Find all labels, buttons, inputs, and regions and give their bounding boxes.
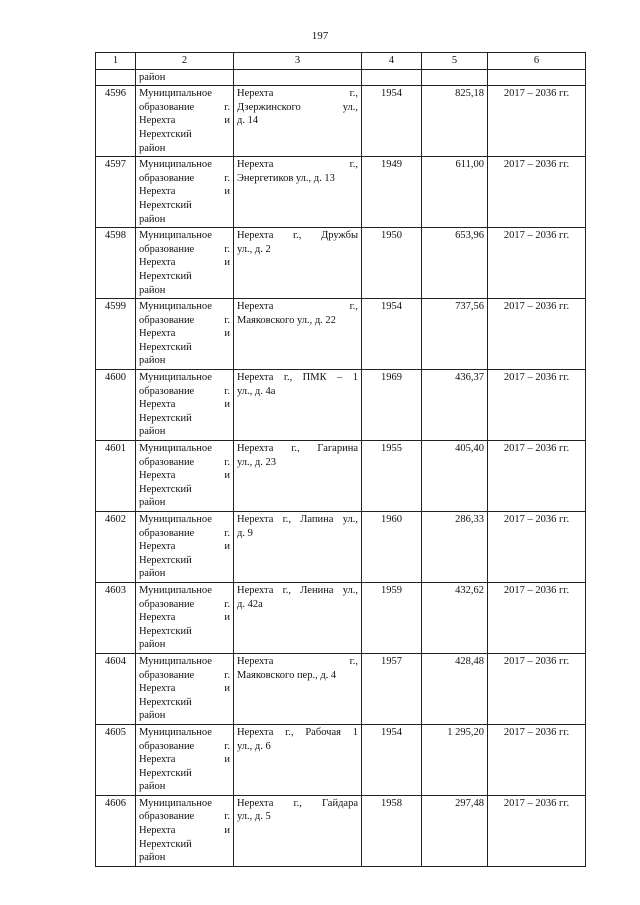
table-row xyxy=(96,86,586,157)
owner-line: образование г. xyxy=(139,669,230,681)
area-cell: 737,56 xyxy=(422,299,488,370)
year-built-cell: 1954 xyxy=(362,299,422,370)
owner-line: район xyxy=(139,710,166,722)
owner-cell xyxy=(136,370,234,441)
owner-line: Муниципальное xyxy=(139,301,212,313)
address-cell xyxy=(234,724,362,795)
address-line: ул., д. 23 xyxy=(237,456,276,468)
owner-line: Нерехтский xyxy=(139,270,192,282)
cell-empty xyxy=(234,69,362,86)
owner-line: район xyxy=(139,781,166,793)
table-row xyxy=(96,512,586,583)
column-header-3: 3 xyxy=(234,53,362,70)
record-number-cell: 4601 xyxy=(96,441,136,512)
repair-period-cell: 2017 – 2036 гг. xyxy=(488,653,586,724)
owner-line: Нерехтский xyxy=(139,838,192,850)
area-cell: 436,37 xyxy=(422,370,488,441)
year-built-cell: 1969 xyxy=(362,370,422,441)
owner-cell xyxy=(136,653,234,724)
record-number-cell: 4597 xyxy=(96,157,136,228)
owner-line: Нерехтский xyxy=(139,767,192,779)
owner-line: Нерехтский xyxy=(139,696,192,708)
owner-line: Нерехта и xyxy=(139,115,230,127)
repair-period-cell: 2017 – 2036 гг. xyxy=(488,795,586,866)
owner-line: Муниципальное xyxy=(139,584,212,596)
area-cell: 653,96 xyxy=(422,228,488,299)
address-cell xyxy=(234,370,362,441)
address-line: Нерехта г., Гайдара xyxy=(237,797,358,809)
address-line: Маяковского ул., д. 22 xyxy=(237,314,336,326)
owner-line: район xyxy=(139,142,166,154)
address-line: Дзержинского ул., xyxy=(237,101,358,113)
table-header xyxy=(96,53,586,70)
owner-line: Нерехта и xyxy=(139,754,230,766)
record-number-cell: 4604 xyxy=(96,653,136,724)
owner-line: образование г. xyxy=(139,527,230,539)
year-built-cell: 1955 xyxy=(362,441,422,512)
owner-line: образование г. xyxy=(139,385,230,397)
record-number-cell: 4598 xyxy=(96,228,136,299)
owner-line: Муниципальное xyxy=(139,372,212,384)
owner-line: Нерехтский xyxy=(139,625,192,637)
owner-line: Нерехта и xyxy=(139,541,230,553)
cell-empty xyxy=(96,69,136,86)
owner-line: район xyxy=(139,426,166,438)
area-cell: 825,18 xyxy=(422,86,488,157)
address-cell xyxy=(234,86,362,157)
continuation-owner-cell: район xyxy=(136,69,234,86)
owner-line: Нерехта и xyxy=(139,470,230,482)
year-built-cell: 1954 xyxy=(362,86,422,157)
area-cell: 297,48 xyxy=(422,795,488,866)
owner-line: Нерехтский xyxy=(139,554,192,566)
table-row xyxy=(96,653,586,724)
table-body xyxy=(96,69,586,866)
owner-line: образование г. xyxy=(139,243,230,255)
owner-line: образование г. xyxy=(139,456,230,468)
column-header-5: 5 xyxy=(422,53,488,70)
table-row xyxy=(96,582,586,653)
owner-line: образование г. xyxy=(139,172,230,184)
housing-register-table xyxy=(95,52,586,867)
repair-period-cell: 2017 – 2036 гг. xyxy=(488,441,586,512)
year-built-cell: 1949 xyxy=(362,157,422,228)
column-header-1: 1 xyxy=(96,53,136,70)
area-cell: 405,40 xyxy=(422,441,488,512)
address-line: Маяковского пер., д. 4 xyxy=(237,669,337,681)
owner-line: район xyxy=(139,852,166,864)
record-number-cell: 4603 xyxy=(96,582,136,653)
address-cell xyxy=(234,441,362,512)
address-line: ул., д. 2 xyxy=(237,243,271,255)
owner-line: Нерехта и xyxy=(139,612,230,624)
address-line: ул., д. 6 xyxy=(237,740,271,752)
area-cell: 1 295,20 xyxy=(422,724,488,795)
address-cell xyxy=(234,228,362,299)
owner-cell xyxy=(136,441,234,512)
owner-line: район xyxy=(139,497,166,509)
area-cell: 428,48 xyxy=(422,653,488,724)
owner-cell xyxy=(136,724,234,795)
column-number-row xyxy=(96,53,586,70)
owner-line: образование г. xyxy=(139,598,230,610)
owner-line: Муниципальное xyxy=(139,655,212,667)
record-number-cell: 4600 xyxy=(96,370,136,441)
column-header-4: 4 xyxy=(362,53,422,70)
year-built-cell: 1957 xyxy=(362,653,422,724)
repair-period-cell: 2017 – 2036 гг. xyxy=(488,724,586,795)
year-built-cell: 1954 xyxy=(362,724,422,795)
address-line: Энергетиков ул., д. 13 xyxy=(237,172,335,184)
table-row xyxy=(96,228,586,299)
owner-line: образование г. xyxy=(139,740,230,752)
address-line: Нерехта г., xyxy=(237,159,358,171)
repair-period-cell: 2017 – 2036 гг. xyxy=(488,512,586,583)
repair-period-cell: 2017 – 2036 гг. xyxy=(488,157,586,228)
address-line: Нерехта г., Ленина ул., xyxy=(237,584,358,596)
owner-line: Нерехта и xyxy=(139,257,230,269)
address-cell xyxy=(234,653,362,724)
repair-period-cell: 2017 – 2036 гг. xyxy=(488,370,586,441)
owner-cell xyxy=(136,228,234,299)
repair-period-cell: 2017 – 2036 гг. xyxy=(488,582,586,653)
address-line: Нерехта г., Дружбы xyxy=(237,230,358,242)
table-row xyxy=(96,299,586,370)
owner-line: район xyxy=(139,355,166,367)
page-number: 197 xyxy=(311,30,329,42)
table-row xyxy=(96,370,586,441)
address-cell xyxy=(234,582,362,653)
record-number-cell: 4605 xyxy=(96,724,136,795)
address-cell xyxy=(234,512,362,583)
cell-empty xyxy=(362,69,422,86)
repair-period-cell: 2017 – 2036 гг. xyxy=(488,228,586,299)
owner-line: район xyxy=(139,213,166,225)
address-line: д. 9 xyxy=(237,527,253,539)
owner-cell xyxy=(136,157,234,228)
owner-line: образование г. xyxy=(139,101,230,113)
address-line: д. 14 xyxy=(237,115,259,127)
repair-period-cell: 2017 – 2036 гг. xyxy=(488,299,586,370)
year-built-cell: 1950 xyxy=(362,228,422,299)
address-cell xyxy=(234,795,362,866)
owner-line: район xyxy=(139,639,166,651)
owner-line: образование г. xyxy=(139,314,230,326)
owner-cell xyxy=(136,512,234,583)
record-number-cell: 4606 xyxy=(96,795,136,866)
address-line: Нерехта г., Лапина ул., xyxy=(237,514,358,525)
owner-line: Муниципальное xyxy=(139,159,212,171)
column-header-2: 2 xyxy=(136,53,234,70)
owner-line: район xyxy=(139,568,166,580)
repair-period-cell: 2017 – 2036 гг. xyxy=(488,86,586,157)
area-cell: 432,62 xyxy=(422,582,488,653)
owner-cell xyxy=(136,795,234,866)
address-line: ул., д. 4а xyxy=(237,385,276,397)
owner-line: Нерехтский xyxy=(139,199,192,211)
record-number-cell: 4599 xyxy=(96,299,136,370)
area-cell: 611,00 xyxy=(422,157,488,228)
area-cell: 286,33 xyxy=(422,512,488,583)
owner-cell xyxy=(136,86,234,157)
owner-line: Нерехтский xyxy=(139,128,192,140)
address-line: Нерехта г., xyxy=(237,301,358,313)
owner-cell xyxy=(136,299,234,370)
address-cell xyxy=(234,157,362,228)
address-cell xyxy=(234,299,362,370)
owner-line: район xyxy=(139,284,166,296)
owner-line: Нерехта и xyxy=(139,825,230,837)
owner-line: Муниципальное xyxy=(139,230,212,242)
table-row xyxy=(96,157,586,228)
owner-line: Нерехтский xyxy=(139,483,192,495)
table-row xyxy=(96,724,586,795)
owner-line: Муниципальное xyxy=(139,514,212,525)
continuation-row xyxy=(96,69,586,86)
owner-line: Нерехта и xyxy=(139,328,230,340)
address-line: Нерехта г., xyxy=(237,655,358,667)
owner-line: Нерехтский xyxy=(139,412,192,424)
owner-line: Муниципальное xyxy=(139,88,212,100)
cell-empty xyxy=(422,69,488,86)
record-number-cell: 4602 xyxy=(96,512,136,583)
owner-line: Нерехта и xyxy=(139,683,230,695)
owner-line: Нерехта и xyxy=(139,186,230,198)
address-line: Нерехта г., Рабочая 1 xyxy=(237,726,358,738)
table-row xyxy=(96,795,586,866)
address-line: Нерехта г., xyxy=(237,88,358,100)
owner-line: Нерехта и xyxy=(139,399,230,411)
address-line: Нерехта г., ПМК – 1 xyxy=(237,372,358,384)
cell-empty xyxy=(488,69,586,86)
owner-line: Муниципальное xyxy=(139,443,212,455)
year-built-cell: 1958 xyxy=(362,795,422,866)
owner-line: образование г. xyxy=(139,811,230,823)
table-row xyxy=(96,441,586,512)
owner-line: Нерехтский xyxy=(139,341,192,353)
owner-line: Муниципальное xyxy=(139,726,212,738)
record-number-cell: 4596 xyxy=(96,86,136,157)
owner-line: Муниципальное xyxy=(139,797,212,809)
year-built-cell: 1959 xyxy=(362,582,422,653)
address-line: д. 42а xyxy=(237,598,263,610)
column-header-6: 6 xyxy=(488,53,586,70)
year-built-cell: 1960 xyxy=(362,512,422,583)
address-line: ул., д. 5 xyxy=(237,811,271,823)
owner-cell xyxy=(136,582,234,653)
address-line: Нерехта г., Гагарина xyxy=(237,443,358,455)
